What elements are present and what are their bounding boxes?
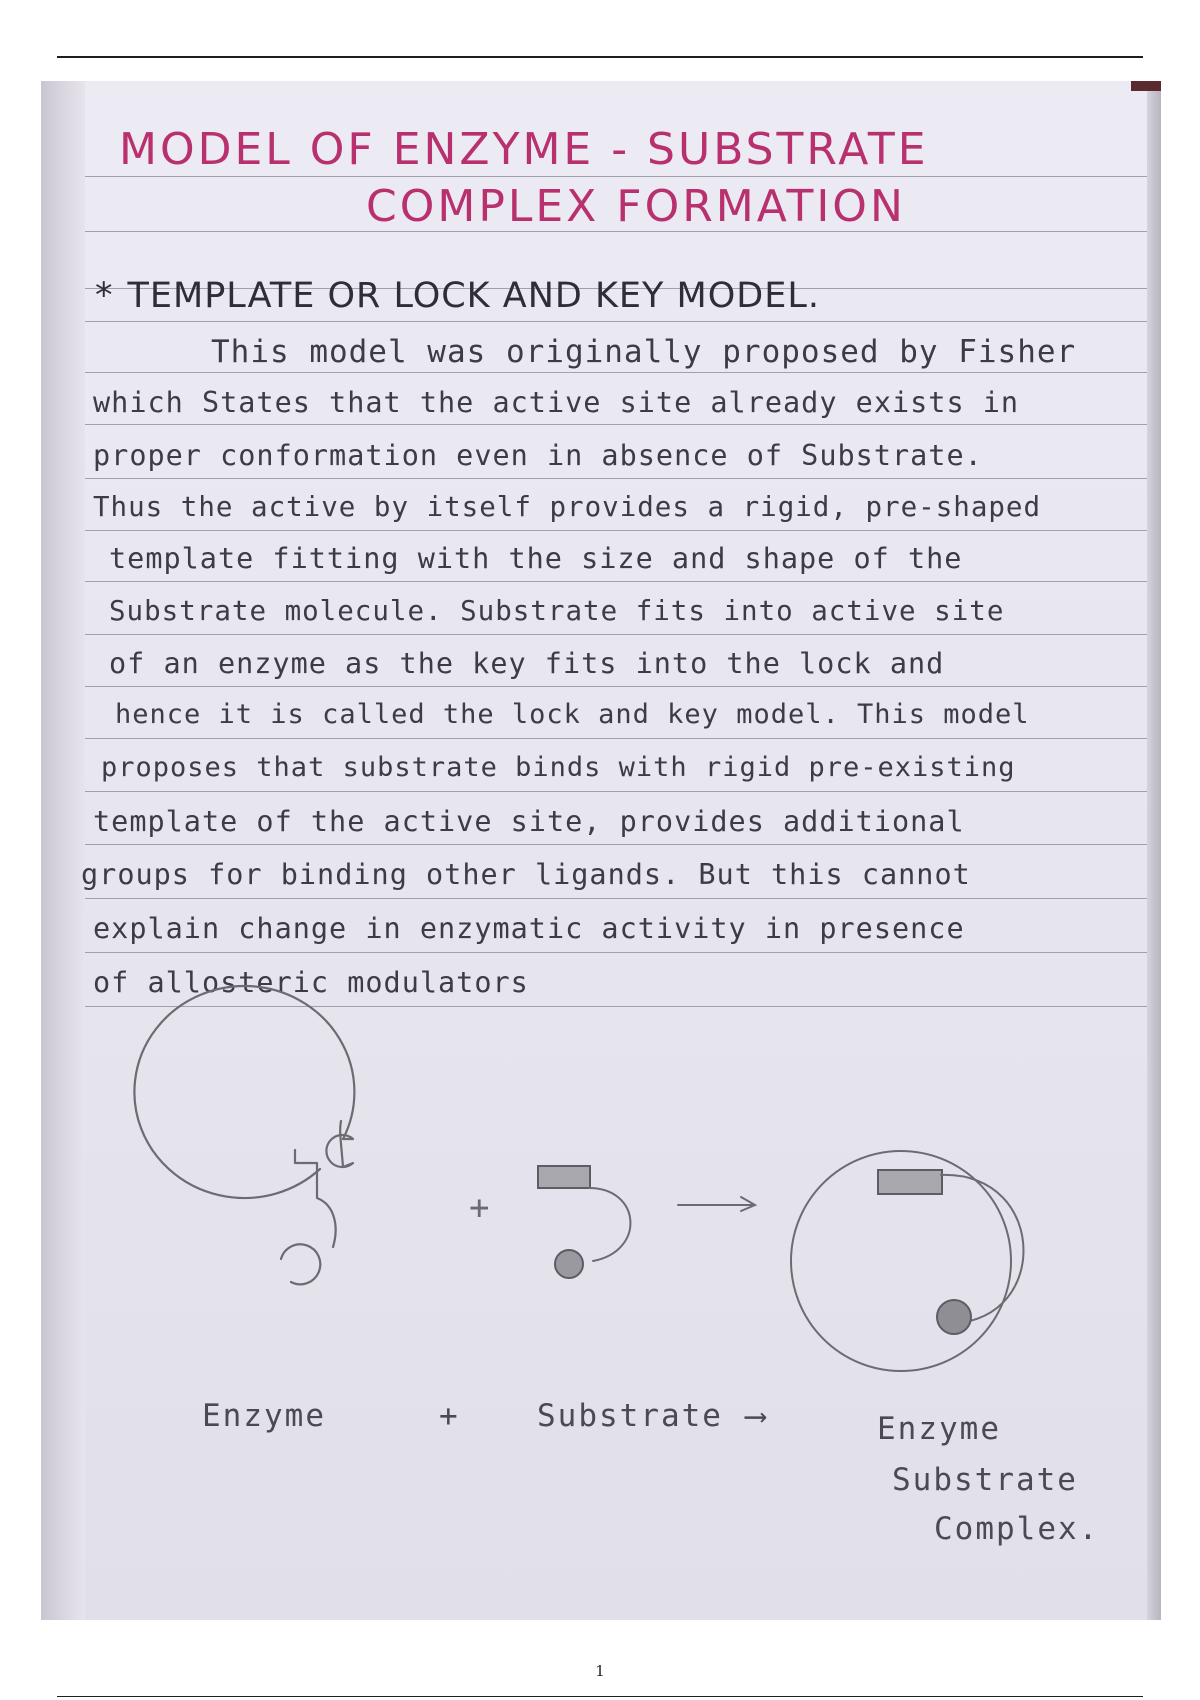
label-complex-2: Substrate xyxy=(892,1462,1078,1498)
label-substrate: Substrate xyxy=(537,1398,723,1434)
diagram-plus-sign: + xyxy=(469,1188,491,1228)
page-number: 1 xyxy=(595,1662,605,1680)
body-line: of an enzyme as the key fits into the lock and xyxy=(109,647,945,680)
heading-text: TEMPLATE OR LOCK AND KEY MODEL. xyxy=(127,276,820,316)
substrate-ball xyxy=(555,1250,583,1278)
complex-block xyxy=(878,1170,942,1194)
label-enzyme: Enzyme xyxy=(202,1398,326,1434)
substrate-block xyxy=(538,1166,590,1188)
label-complex-3: Complex. xyxy=(934,1511,1100,1547)
body-line: This model was originally proposed by Fisher xyxy=(211,334,1077,370)
enzyme-shape xyxy=(134,986,354,1198)
body-line: explain change in enzymatic activity in presence xyxy=(93,912,965,945)
complex-ball xyxy=(937,1300,971,1334)
substrate-link xyxy=(589,1188,630,1261)
page-title-line-2: COMPLEX FORMATION xyxy=(366,181,906,232)
page-top-rule xyxy=(57,56,1143,58)
heading-bullet: * xyxy=(95,276,114,316)
label-complex-1: Enzyme xyxy=(877,1411,1001,1447)
body-line: Thus the active by itself provides a rigid, pre-shaped xyxy=(93,491,1042,523)
enzyme-notch xyxy=(295,1150,336,1247)
body-line: proposes that substrate binds with rigid pre-existing xyxy=(101,752,1016,783)
body-line: groups for binding other ligands. But this cannot xyxy=(81,858,971,891)
body-line: template of the active site, provides additional xyxy=(93,805,965,838)
body-line: Substrate molecule. Substrate fits into active site xyxy=(109,595,1005,627)
body-line: template fitting with the size and shape of the xyxy=(109,542,963,575)
body-line: hence it is called the lock and key model. This model xyxy=(115,699,1030,730)
label-arrow: ⟶ xyxy=(746,1398,767,1434)
notebook-photo xyxy=(41,81,1161,1620)
enzyme-pocket xyxy=(281,1244,320,1284)
body-line: which States that the active site already exists in xyxy=(93,386,1020,419)
lock-and-key-diagram xyxy=(41,81,1161,1620)
body-line: of allosteric modulators xyxy=(93,966,529,999)
label-plus: + xyxy=(439,1398,460,1434)
page-bottom-rule xyxy=(57,1696,1143,1697)
page-title-line-1: MODEL OF ENZYME - SUBSTRATE xyxy=(119,124,929,175)
body-line: proper conformation even in absence of Substrate. xyxy=(93,439,983,472)
